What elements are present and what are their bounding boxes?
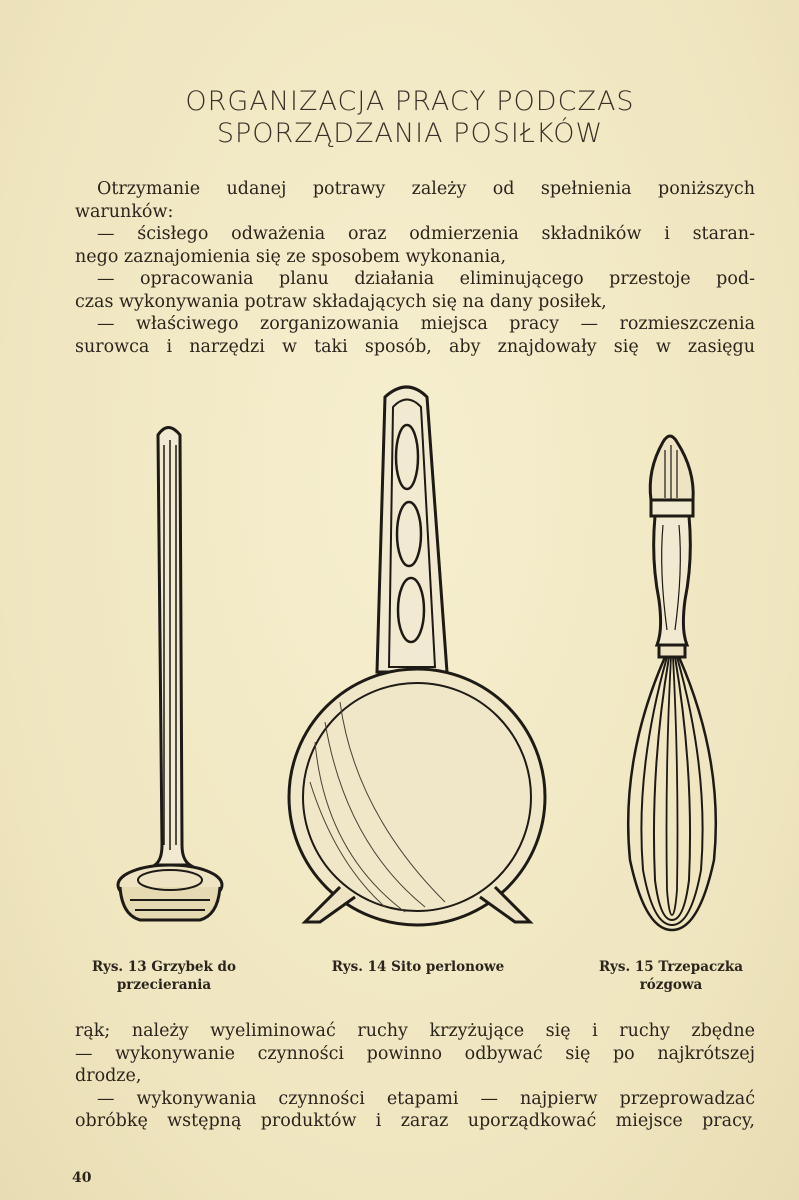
intro-text [75, 178, 755, 358]
whisk-illustration [615, 430, 735, 940]
text-line: — właściwego zorganizowania miejsca pracy — rozmieszczenia [97, 314, 755, 334]
text-line: warunków: [75, 201, 174, 222]
masher-illustration [100, 415, 240, 935]
caption-line: Rys. 15 Trzepaczka [599, 959, 743, 975]
text-line: drodze, [75, 1066, 142, 1086]
figure-15-caption [578, 958, 764, 994]
continuation-text [75, 1020, 755, 1133]
text-line: nego zaznajomienia się ze sposobem wykonania, [75, 246, 507, 267]
caption-line: Rys. 13 Grzybek do [92, 959, 236, 975]
caption-line: rózgowa [639, 977, 703, 993]
text-line: — wykonywania czynności etapami — najpierw przeprowadzać [97, 1088, 755, 1109]
text-line: — wykonywanie czynności powinno odbywać się po najkrótszej [75, 1043, 755, 1064]
text-line: — opracowania planu działania eliminującego przestoje pod- [97, 269, 755, 289]
figure-14-caption [300, 958, 536, 976]
page-title-line-2: SPORZĄDZANIA POSIŁKÓW [216, 118, 604, 149]
text-line: surowca i narzędzi w taki sposób, aby znajdowały się w zasięgu [75, 336, 755, 357]
text-line: obróbkę wstępną produktów i zaraz uporządkować miejsce pracy, [75, 1111, 755, 1131]
text-line: czas wykonywania potraw składających się na dany posiłek, [75, 291, 607, 312]
caption-line: Rys. 14 Sito perlonowe [331, 959, 505, 975]
text-line: rąk; należy wyeliminować ruchy krzyżujące się i ruchy zbędne [75, 1021, 755, 1041]
text-line: — ścisłego odważenia oraz odmierzenia składników i staran- [97, 224, 755, 244]
text-line: Otrzymanie udanej potrawy zależy od spełnienia poniższych [97, 179, 755, 199]
sieve-illustration [285, 382, 555, 932]
caption-line: przecierania [116, 977, 212, 993]
page-number: 40 [72, 1170, 92, 1186]
page-title-line-1: ORGANIZACJA PRACY PODCZAS [185, 86, 635, 117]
figure-13-caption [72, 958, 256, 994]
